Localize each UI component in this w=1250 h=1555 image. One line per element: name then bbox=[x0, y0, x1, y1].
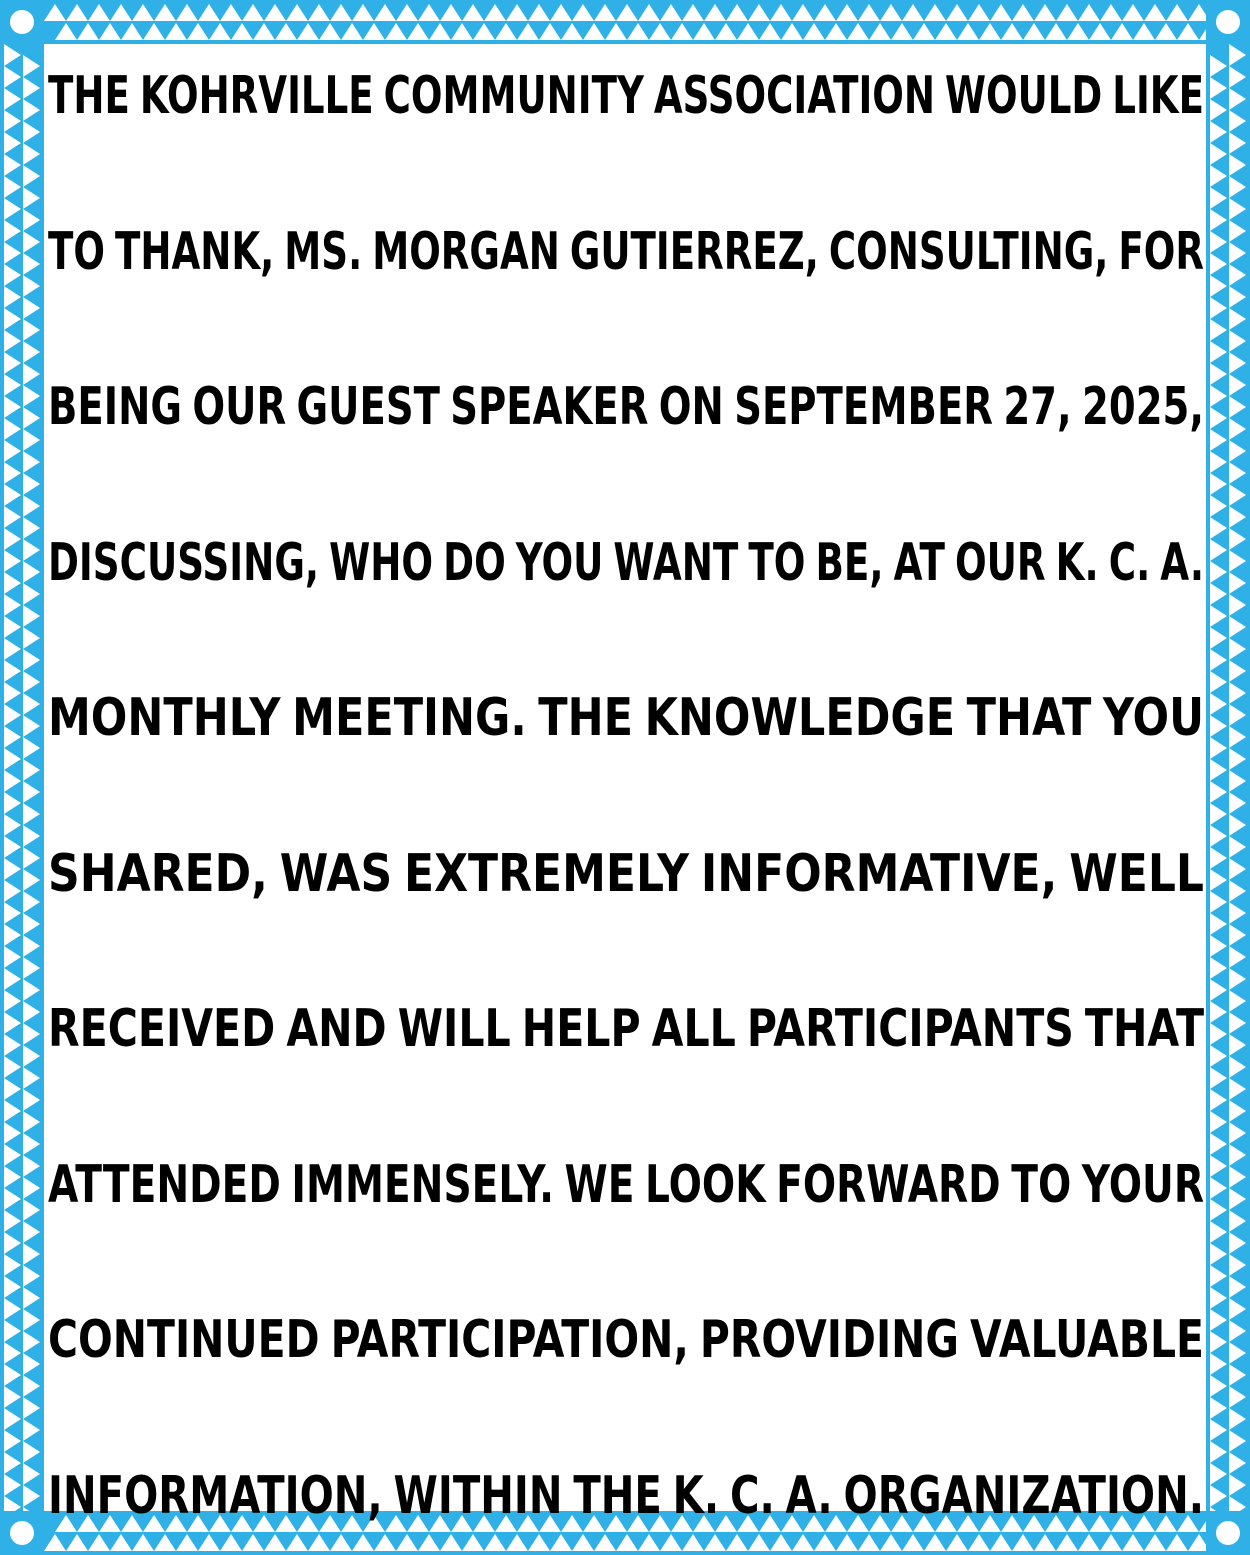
letter-word: MORGAN bbox=[372, 221, 560, 282]
letter-line bbox=[48, 838, 1204, 910]
thank-you-letter bbox=[48, 58, 1204, 1526]
corner-circle bbox=[10, 1521, 34, 1545]
letter-line bbox=[48, 993, 1204, 1065]
letter-word: EXTREMELY bbox=[404, 843, 690, 904]
letter-line bbox=[48, 1460, 1204, 1532]
letter-word: YOUR bbox=[1081, 1154, 1204, 1215]
letter-word: IMMENSELY. bbox=[291, 1154, 555, 1215]
letter-word: MEETING. bbox=[292, 688, 527, 748]
letter-word: C. bbox=[729, 1465, 775, 1526]
letter-word: BEING bbox=[48, 377, 182, 437]
letter-word: WITHIN bbox=[393, 1465, 563, 1526]
letter-line bbox=[48, 527, 1204, 599]
letter-word: WANT bbox=[613, 532, 739, 593]
letter-word: AND bbox=[286, 999, 387, 1059]
corner-circle bbox=[1216, 1521, 1240, 1545]
letter-word: PARTICIPANTS bbox=[746, 999, 1074, 1059]
letter-word: GUEST bbox=[296, 377, 440, 437]
letter-word: FORWARD bbox=[776, 1154, 1001, 1215]
corner-circle bbox=[10, 10, 34, 34]
letter-line bbox=[48, 216, 1204, 288]
letter-word: THANK, bbox=[114, 221, 275, 282]
letter-word: SEPTEMBER bbox=[734, 377, 993, 437]
border-left-triangles bbox=[0, 0, 44, 1555]
letter-word: INFORMATION, bbox=[48, 1465, 383, 1526]
letter-word: KOHRVILLE bbox=[139, 66, 374, 126]
letter-word: PARTICIPATION, bbox=[330, 1310, 689, 1370]
letter-word: INFORMATIVE, bbox=[700, 843, 1058, 904]
letter-word: WOULD bbox=[944, 66, 1103, 126]
letter-word: ATTENDED bbox=[48, 1154, 281, 1215]
letter-word: MS. bbox=[284, 221, 363, 282]
letter-word: GUTIERREZ, bbox=[569, 221, 819, 282]
letter-word: BE, bbox=[815, 532, 884, 593]
letter-word: THE bbox=[48, 66, 130, 126]
letter-word: COMMUNITY bbox=[383, 66, 644, 126]
letter-word: WELL bbox=[1069, 843, 1204, 904]
letter-word: ASSOCIATION bbox=[653, 66, 935, 126]
letter-word: WHO bbox=[329, 532, 434, 593]
letter-line bbox=[48, 371, 1204, 443]
letter-word: KNOWLEDGE bbox=[644, 688, 956, 748]
letter-word: CONTINUED bbox=[48, 1310, 320, 1370]
letter-word: 27, bbox=[1003, 377, 1072, 437]
letter-line bbox=[48, 682, 1204, 754]
letter-line bbox=[48, 60, 1204, 132]
letter-word: WILL bbox=[397, 999, 511, 1059]
letter-word: LOOK bbox=[645, 1154, 766, 1215]
letter-word: HELP bbox=[521, 999, 641, 1059]
letter-word: PROVIDING bbox=[699, 1310, 959, 1370]
letter-word: THE bbox=[538, 688, 633, 748]
letter-word: ALL bbox=[651, 999, 736, 1059]
letter-word: VALUABLE bbox=[970, 1310, 1204, 1370]
letter-word: C. bbox=[1108, 532, 1151, 593]
letter-word: OUR bbox=[192, 377, 287, 437]
letter-word: FOR bbox=[1118, 221, 1204, 282]
corner-circle bbox=[1216, 10, 1240, 34]
letter-word: MONTHLY bbox=[48, 688, 281, 748]
letter-word: SPEAKER bbox=[450, 377, 649, 437]
letter-word: TO bbox=[48, 221, 105, 282]
letter-word: LIKE bbox=[1112, 66, 1204, 126]
letter-word: K. bbox=[1055, 532, 1099, 593]
letter-word: A. bbox=[1160, 532, 1204, 593]
letter-word: OUR bbox=[954, 532, 1046, 593]
letter-line bbox=[48, 1304, 1204, 1376]
letter-word: 2025, bbox=[1082, 377, 1204, 437]
letter-word: YOU bbox=[515, 532, 604, 593]
letter-word: CONSULTING, bbox=[828, 221, 1109, 282]
letter-word: WE bbox=[564, 1154, 635, 1215]
letter-word: ORGANIZATION. bbox=[843, 1465, 1204, 1526]
letter-word: THAT bbox=[966, 688, 1092, 748]
letter-word: ON bbox=[658, 377, 724, 437]
letter-word: THAT bbox=[1084, 999, 1204, 1059]
border-right-triangles bbox=[1206, 0, 1250, 1555]
letter-word: DISCUSSING, bbox=[48, 532, 320, 593]
letter-word: TO bbox=[1011, 1154, 1072, 1215]
letter-word: TO bbox=[748, 532, 806, 593]
letter-line bbox=[48, 1149, 1204, 1221]
letter-word: AT bbox=[893, 532, 945, 593]
letter-word: DO bbox=[443, 532, 506, 593]
letter-word: YOU bbox=[1102, 688, 1204, 748]
border-top-triangles bbox=[0, 0, 1250, 44]
letter-word: THE bbox=[573, 1465, 662, 1526]
letter-word: A. bbox=[785, 1465, 833, 1526]
letter-word: K. bbox=[672, 1465, 720, 1526]
letter-word: RECEIVED bbox=[48, 999, 276, 1059]
letter-word: SHARED, bbox=[48, 843, 268, 904]
letter-word: WAS bbox=[279, 843, 393, 904]
